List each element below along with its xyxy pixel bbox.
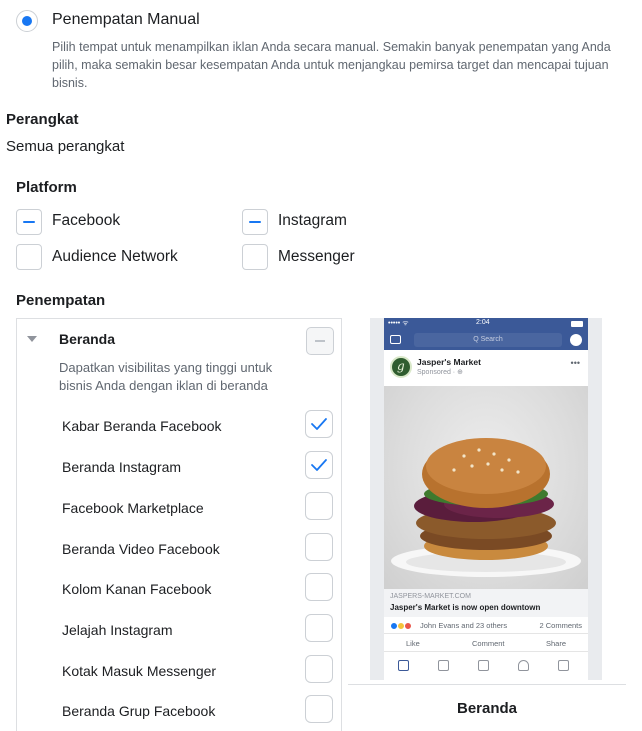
placement-row[interactable] — [17, 573, 341, 614]
comment-count: 2 Comments — [539, 621, 582, 630]
like-action: Like — [406, 639, 420, 648]
more-options-icon: ••• — [570, 358, 580, 368]
platform-heading: Platform — [16, 179, 77, 196]
placements-heading: Penempatan — [16, 292, 106, 309]
platform-messenger-checkbox[interactable] — [242, 244, 268, 270]
page-name: Jasper's Market — [417, 357, 481, 367]
comment-action: Comment — [472, 639, 505, 648]
battery-icon — [571, 321, 583, 327]
placement-row[interactable] — [17, 695, 341, 731]
placement-checkbox[interactable] — [305, 410, 333, 438]
love-reaction-icon — [404, 622, 412, 630]
placement-group-description: Dapatkan visibilitas yang tinggi untuk bisnis Anda dengan iklan di beranda — [59, 360, 273, 393]
collapse-caret-icon[interactable] — [27, 336, 37, 342]
placement-label: Jelajah Instagram — [62, 622, 173, 638]
post-header — [384, 350, 588, 386]
phone-frame-right — [588, 318, 602, 680]
placement-checkbox[interactable] — [305, 492, 333, 520]
placement-row[interactable] — [17, 492, 341, 533]
link-preview — [384, 589, 588, 617]
placement-label: Kotak Masuk Messenger — [62, 663, 217, 679]
placements-panel — [16, 318, 342, 731]
placement-row[interactable] — [17, 410, 341, 451]
platform-facebook-label: Facebook — [52, 212, 121, 229]
placement-group-checkbox[interactable] — [306, 327, 334, 355]
messenger-icon — [570, 334, 582, 346]
placement-label: Beranda Instagram — [62, 459, 182, 475]
video-tab-icon — [438, 660, 449, 671]
devices-heading: Perangkat — [6, 111, 79, 128]
phone-frame-left — [370, 318, 384, 680]
placement-label: Beranda Grup Facebook — [62, 703, 216, 719]
platform-messenger-label: Messenger — [278, 248, 355, 265]
radio-selected-dot — [22, 16, 32, 26]
placement-checkbox[interactable] — [305, 655, 333, 683]
manual-placement-title: Penempatan Manual — [52, 11, 200, 28]
burger-photo — [384, 386, 588, 589]
camera-icon — [390, 335, 401, 344]
partial-dash-icon — [23, 221, 35, 223]
post-actions — [384, 636, 588, 652]
placement-label: Kabar Beranda Facebook — [62, 418, 222, 434]
status-time: 2:04 — [476, 319, 490, 326]
ad-preview-phone — [370, 318, 600, 680]
partial-dash-icon — [249, 221, 261, 223]
phone-status-bar — [384, 318, 588, 330]
facebook-search-bar: Q Search — [414, 333, 562, 347]
burger-illustration — [384, 386, 588, 589]
platform-audience-network-checkbox[interactable] — [16, 244, 42, 270]
link-domain: JASPERS-MARKET.COM — [390, 593, 471, 600]
placement-row[interactable] — [17, 451, 341, 492]
facebook-tab-bar — [384, 656, 588, 676]
placement-row[interactable] — [17, 655, 341, 696]
placement-row[interactable] — [17, 533, 341, 574]
partial-dash-icon — [315, 340, 325, 342]
reaction-icons — [390, 622, 416, 630]
devices-value: Semua perangkat — [6, 138, 125, 155]
placement-checkbox[interactable] — [305, 451, 333, 479]
placement-label: Kolom Kanan Facebook — [62, 581, 212, 597]
manual-placement-description: Pilih tempat untuk menampilkan iklan Anda secara manual. Semakin banyak penempatan yang Anda pilih, maka semakin besar kesempatan Anda untuk menjangkau pemirsa target dan mencapai tujuan bisnis. — [52, 40, 611, 90]
preview-placement-label: Beranda — [456, 700, 518, 717]
checkmark-icon — [310, 457, 328, 473]
page-avatar — [390, 356, 412, 378]
placement-checkbox[interactable] — [305, 695, 333, 723]
home-tab-icon — [398, 660, 409, 671]
manual-placement-radio[interactable] — [16, 10, 38, 32]
carrier-signal: ••••• ᯤ — [388, 320, 409, 327]
sponsored-label: Sponsored · ⊕ — [417, 369, 463, 376]
reaction-names: John Evans and 23 others — [420, 621, 508, 630]
notifications-tab-icon — [518, 660, 529, 671]
menu-tab-icon — [558, 660, 569, 671]
avatar-letter: g — [397, 359, 405, 373]
placement-group-title[interactable]: Beranda — [59, 331, 116, 347]
placement-checkbox[interactable] — [305, 533, 333, 561]
placement-checkbox[interactable] — [305, 573, 333, 601]
link-title: Jasper's Market is now open downtown — [390, 603, 541, 612]
share-action: Share — [546, 639, 567, 648]
platform-facebook-checkbox[interactable] — [16, 209, 42, 235]
platform-instagram-checkbox[interactable] — [242, 209, 268, 235]
facebook-nav-bar — [384, 330, 588, 350]
preview-divider — [348, 684, 626, 685]
placement-label: Beranda Video Facebook — [62, 541, 220, 557]
checkmark-icon — [310, 416, 328, 432]
placement-label: Facebook Marketplace — [62, 500, 204, 516]
marketplace-tab-icon — [478, 660, 489, 671]
platform-instagram-label: Instagram — [278, 212, 347, 229]
placement-row[interactable] — [17, 614, 341, 655]
reactions-bar — [384, 618, 588, 634]
placement-checkbox[interactable] — [305, 614, 333, 642]
platform-audience-network-label: Audience Network — [52, 248, 178, 265]
